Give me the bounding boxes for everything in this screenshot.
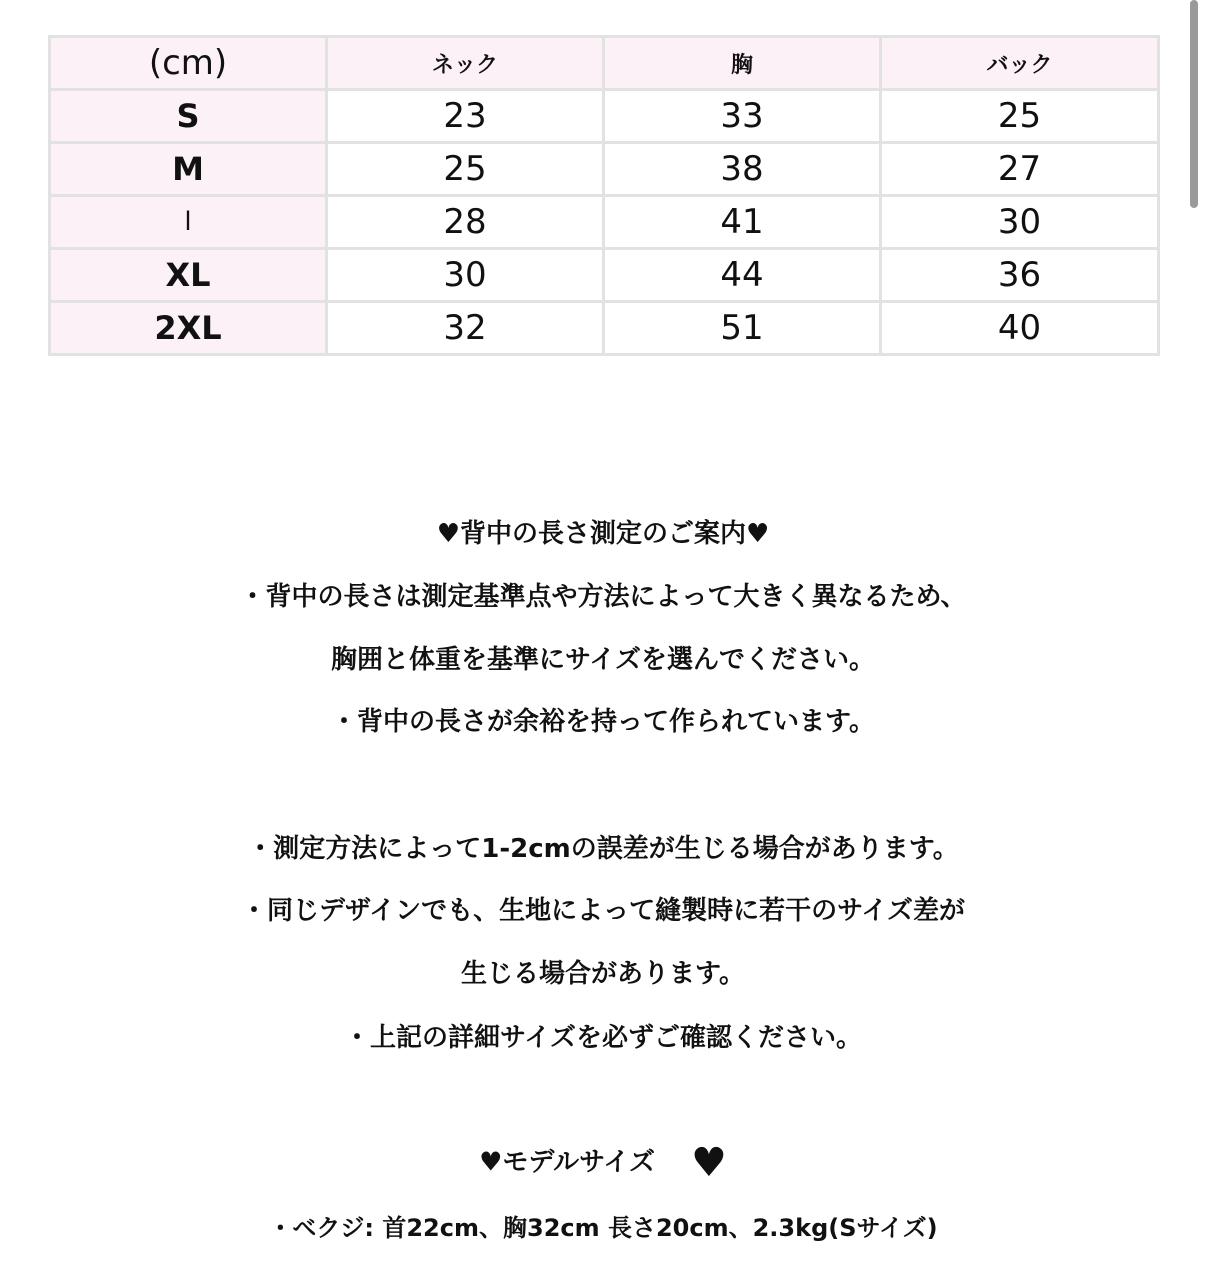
back-value: 30	[881, 196, 1159, 249]
note-line: ・同じデザインでも、生地によって縫製時に若干のサイズ差が	[240, 896, 966, 926]
size-label: 2XL	[50, 302, 327, 355]
chest-header: 胸	[604, 37, 881, 90]
neck-value: 30	[327, 249, 604, 302]
size-label: XL	[50, 249, 327, 302]
back-header: バック	[881, 37, 1159, 90]
table-row	[50, 196, 1159, 249]
back-value: 27	[881, 143, 1159, 196]
table-row	[50, 90, 1159, 143]
unit-header: (cm)	[50, 37, 327, 90]
heart-icon: ♥	[691, 1140, 727, 1186]
size-label: l	[50, 196, 327, 249]
model-title-row	[0, 1140, 1206, 1186]
table-row	[50, 302, 1159, 355]
back-value: 36	[881, 249, 1159, 302]
chest-value: 41	[604, 196, 881, 249]
neck-value: 32	[327, 302, 604, 355]
size-label: S	[50, 90, 327, 143]
model-line: ・ベクジ: 首22cm、胸32cm 長さ20cm、2.3kg(Sサイズ)	[268, 1214, 938, 1242]
size-label: M	[50, 143, 327, 196]
note-line: ・背中の長さが余裕を持って作られています。	[331, 707, 875, 737]
back-value: 25	[881, 90, 1159, 143]
note-line: ・上記の詳細サイズを必ずご確認ください。	[344, 1023, 862, 1053]
model-title: ♥モデルサイズ	[479, 1147, 656, 1178]
neck-value: 28	[327, 196, 604, 249]
chest-value: 44	[604, 249, 881, 302]
notes-title: ♥背中の長さ測定のご案内♥	[436, 519, 770, 549]
note-line: ・測定方法によって1-2cmの誤差が生じる場合があります。	[247, 834, 959, 864]
size-table	[48, 35, 1160, 356]
table-header-row	[50, 37, 1159, 90]
back-value: 40	[881, 302, 1159, 355]
neck-value: 25	[327, 143, 604, 196]
table-row	[50, 143, 1159, 196]
chest-value: 51	[604, 302, 881, 355]
neck-value: 23	[327, 90, 604, 143]
note-line: ・背中の長さは測定基準点や方法によって大きく異なるため、	[239, 582, 967, 612]
note-line: 胸囲と体重を基準にサイズを選んでください。	[331, 645, 875, 675]
chest-value: 33	[604, 90, 881, 143]
chest-value: 38	[604, 143, 881, 196]
neck-header: ネック	[327, 37, 604, 90]
table-row	[50, 249, 1159, 302]
note-line: 生じる場合があります。	[461, 959, 745, 989]
scrollbar[interactable]	[1190, 0, 1198, 208]
